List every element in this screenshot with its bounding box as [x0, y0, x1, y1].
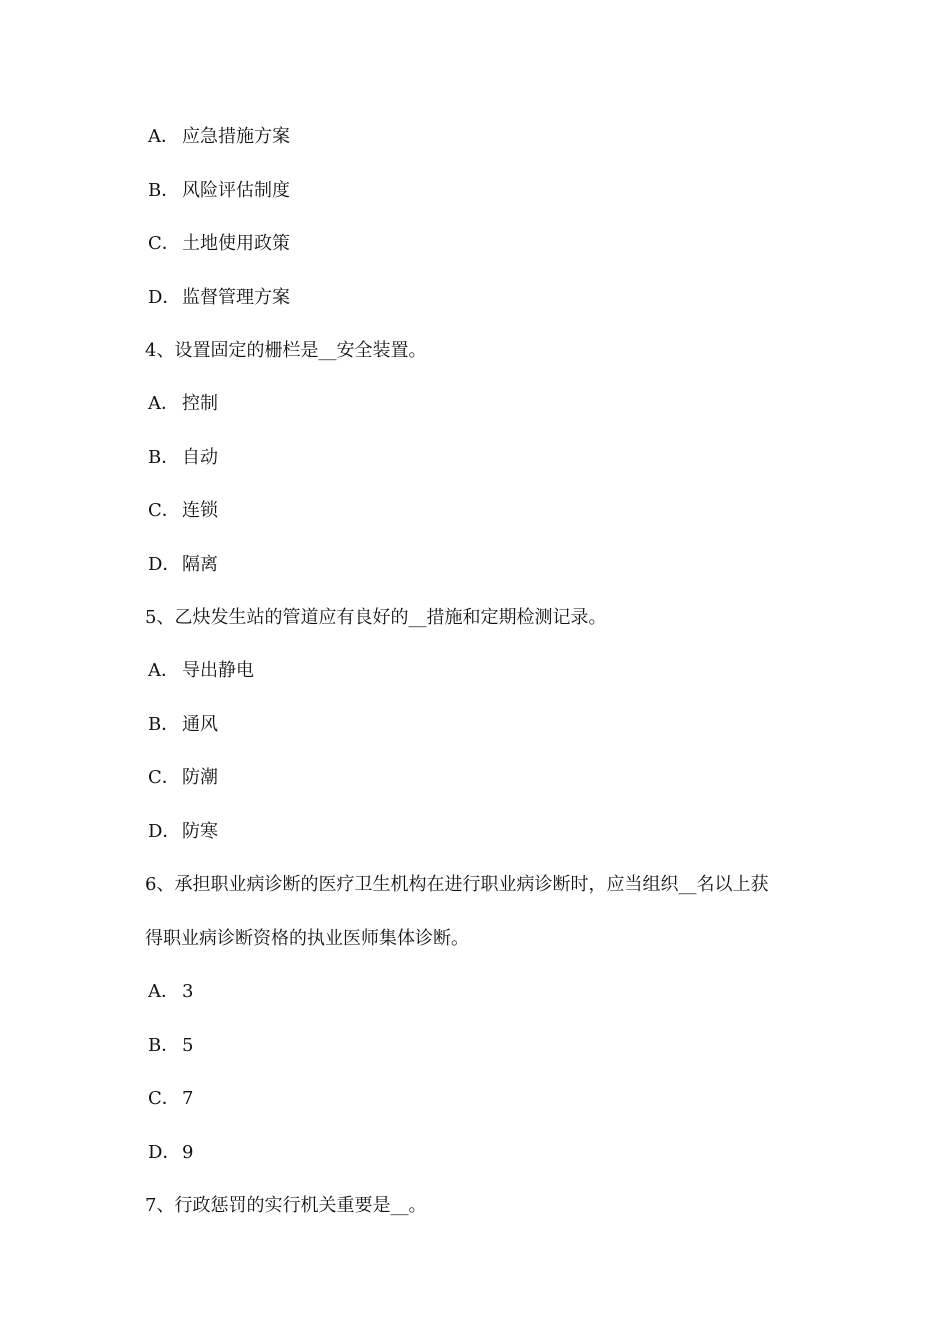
option-text: 连锁 — [182, 500, 218, 521]
option-letter: D． — [148, 287, 181, 308]
option-letter: A． — [148, 660, 179, 681]
option-text: 防寒 — [182, 821, 218, 842]
q3-option-a — [148, 125, 290, 149]
option-letter: B． — [148, 1035, 180, 1056]
option-letter: C． — [148, 1088, 180, 1109]
option-letter: C． — [148, 767, 180, 788]
q6-option-b — [148, 1034, 193, 1058]
option-text: 3 — [182, 981, 194, 1002]
q6-option-d — [148, 1141, 193, 1165]
q3-option-d — [148, 286, 290, 310]
option-text: 导出静电 — [182, 660, 254, 681]
q5-option-d — [148, 820, 218, 844]
q4-option-d — [148, 553, 218, 577]
q4-option-b — [148, 446, 218, 470]
option-letter: B． — [148, 714, 180, 735]
option-text: 土地使用政策 — [182, 233, 290, 254]
option-text: 7 — [182, 1088, 194, 1109]
option-text: 5 — [182, 1035, 194, 1056]
option-letter: D． — [148, 554, 181, 575]
option-text: 防潮 — [182, 767, 218, 788]
q3-option-c — [148, 232, 290, 256]
option-text: 应急措施方案 — [182, 126, 290, 147]
option-text: 9 — [182, 1142, 194, 1163]
option-text: 控制 — [182, 393, 218, 414]
q6-option-a — [148, 980, 193, 1004]
option-letter: D． — [148, 821, 181, 842]
option-letter: C． — [148, 500, 180, 521]
option-text: 风险评估制度 — [182, 180, 290, 201]
question-4: 4、设置固定的栅栏是__安全装置。 — [145, 340, 427, 361]
option-letter: B． — [148, 447, 180, 468]
option-letter: C． — [148, 233, 180, 254]
option-text: 隔离 — [182, 554, 218, 575]
q3-option-b — [148, 179, 290, 203]
question-5: 5、乙炔发生站的管道应有良好的__措施和定期检测记录。 — [145, 607, 607, 628]
question-6-line-2: 得职业病诊断资格的执业医师集体诊断。 — [145, 928, 469, 949]
q5-option-b — [148, 713, 218, 737]
option-letter: A． — [148, 126, 179, 147]
option-letter: B． — [148, 180, 180, 201]
option-text: 监督管理方案 — [182, 287, 290, 308]
option-letter: D． — [148, 1142, 181, 1163]
question-6-line-1: 6、承担职业病诊断的医疗卫生机构在进行职业病诊断时，应当组织__名以上获 — [145, 874, 769, 895]
q4-option-c — [148, 499, 218, 523]
question-7: 7、行政惩罚的实行机关重要是__。 — [145, 1195, 427, 1216]
option-letter: A． — [148, 981, 179, 1002]
q5-option-a — [148, 659, 254, 683]
q4-option-a — [148, 392, 218, 416]
option-text: 通风 — [182, 714, 218, 735]
option-text: 自动 — [182, 447, 218, 468]
q6-option-c — [148, 1087, 193, 1111]
q5-option-c — [148, 766, 218, 790]
option-letter: A． — [148, 393, 179, 414]
